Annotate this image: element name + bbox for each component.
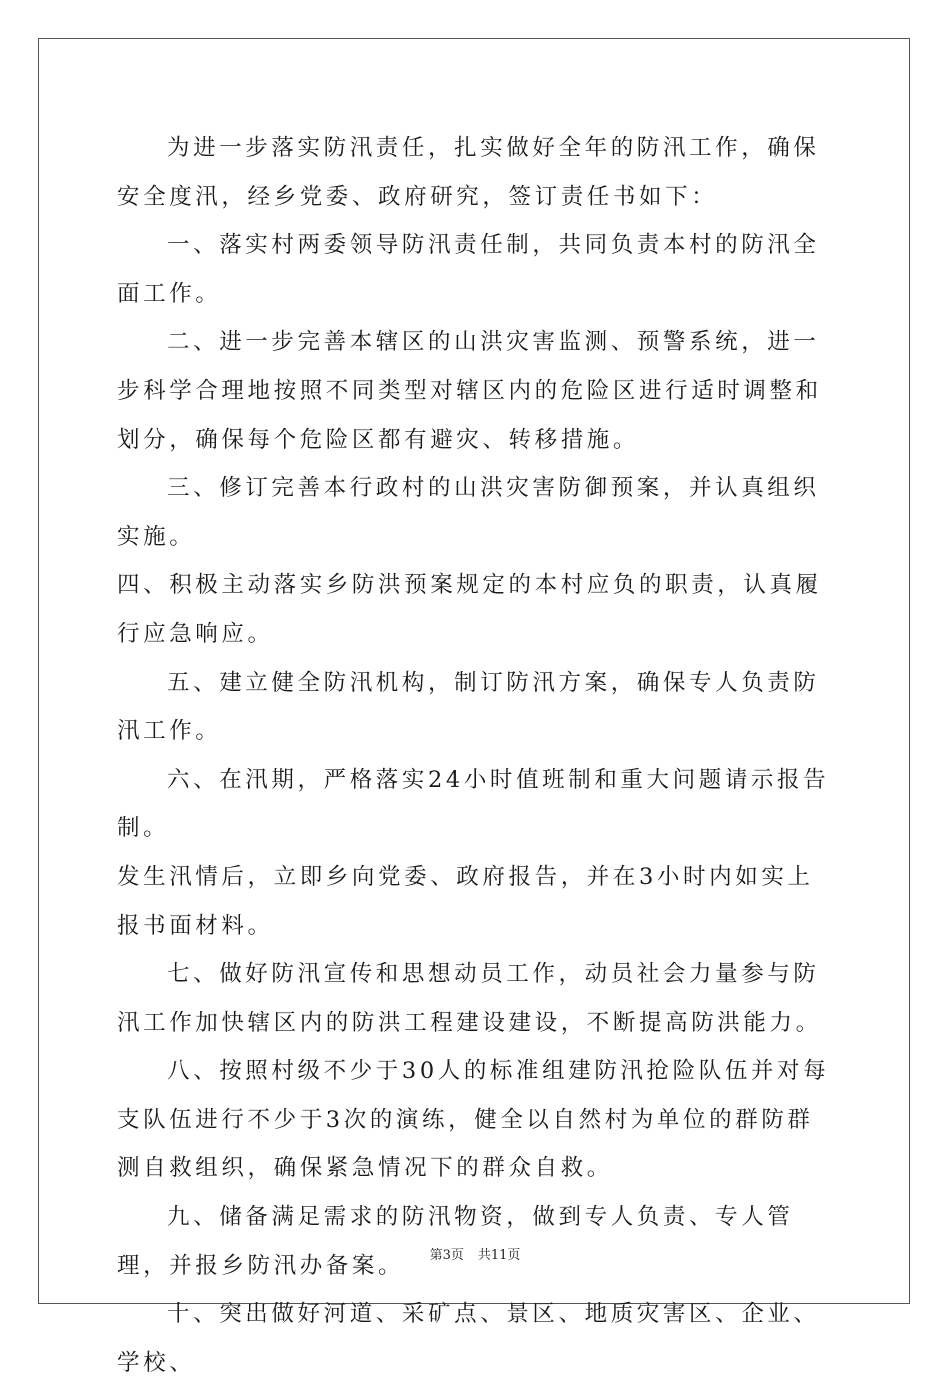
paragraph-item-6-continued: 发生汛情后，立即乡向党委、政府报告，并在3小时内如实上报书面材料。 [117, 863, 814, 939]
paragraph-item-5: 五、建立健全防汛机构，制订防汛方案，确保专人负责防汛工作。 [117, 669, 820, 745]
paragraph-item-1: 一、落实村两委领导防汛责任制，共同负责本村的防汛全面工作。 [117, 232, 820, 307]
paragraph-item-10: 十、突出做好河道、采矿点、景区、地质灾害区、企业、学校、 [117, 1301, 820, 1376]
paragraph-intro: 为进一步落实防汛责任，扎实做好全年的防汛工作，确保安全度汛，经乡党委、政府研究，签订责任书如下： [117, 135, 820, 210]
page-footer [0, 1246, 950, 1266]
paragraph-item-6: 六、在汛期，严格落实24小时值班制和重大问题请示报告制。 [117, 766, 830, 842]
paragraph-item-7: 七、做好防汛宣传和思想动员工作，动员社会力量参与防汛工作加快辖区内的防洪工程建设建设，不断提高防洪能力。 [117, 961, 822, 1036]
page-number: 第3页 [429, 1248, 464, 1263]
paragraph-item-4: 四、积极主动落实乡防洪预案规定的本村应负的职责，认真履行应急响应。 [117, 572, 822, 647]
document-body [117, 124, 837, 1387]
paragraph-item-9: 九、储备满足需求的防汛物资，做到专人负责、专人管理，并报乡防汛办备案。 [117, 1204, 794, 1279]
paragraph-item-3: 三、修订完善本行政村的山洪灾害防御预案，并认真组织实施。 [117, 475, 820, 550]
paragraph-item-2: 二、进一步完善本辖区的山洪灾害监测、预警系统，进一步科学合理地按照不同类型对辖区内的危险区进行适时调整和划分，确保每个危险区都有避灾、转移措施。 [117, 329, 822, 453]
page-total: 共11页 [477, 1248, 521, 1263]
paragraph-item-8: 八、按照村级不少于30人的标准组建防汛抢险队伍并对每支队伍进行不少于3次的演练，健全以自然村为单位的群防群测自救组织，确保紧急情况下的群众自救。 [117, 1058, 830, 1182]
